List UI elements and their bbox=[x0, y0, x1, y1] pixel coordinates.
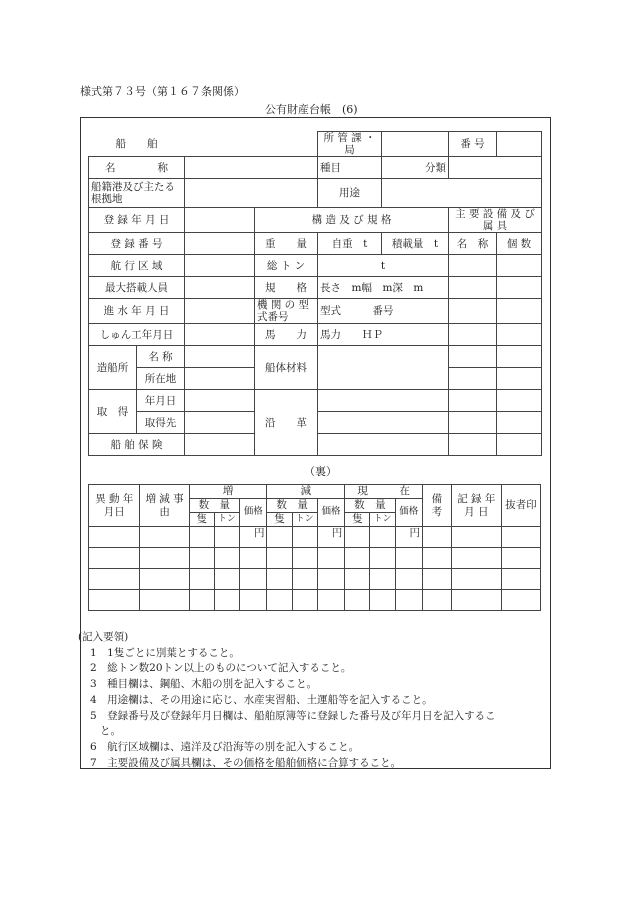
name-value[interactable] bbox=[185, 157, 318, 179]
equipment-cell[interactable] bbox=[497, 299, 542, 324]
kind-label: 種目 bbox=[318, 157, 382, 179]
structure-label: 構 造 及 び 規 格 bbox=[255, 208, 449, 233]
instructions bbox=[80, 630, 496, 771]
table-cell[interactable] bbox=[140, 527, 189, 548]
equipment-cell[interactable] bbox=[449, 255, 497, 277]
equipment-cell[interactable] bbox=[497, 277, 542, 299]
classification-label: 分類 bbox=[382, 157, 449, 179]
table-cell[interactable] bbox=[214, 527, 239, 548]
area-value[interactable] bbox=[185, 255, 255, 277]
history-value[interactable] bbox=[318, 412, 449, 434]
horsepower-value[interactable]: 馬力 ＨＰ bbox=[318, 324, 449, 346]
shipyard-address-label: 所在地 bbox=[137, 368, 185, 390]
table-row bbox=[89, 569, 541, 590]
reg-date-value[interactable] bbox=[185, 208, 255, 233]
dimensions-value[interactable]: 長さ m幅 m深 m bbox=[318, 277, 449, 299]
back-ledger-table bbox=[88, 484, 541, 611]
equipment-cell[interactable] bbox=[449, 299, 497, 324]
engine-label: 機 関 の 型式番号 bbox=[255, 299, 318, 324]
acquisition-from-value[interactable] bbox=[185, 412, 255, 434]
equipment-count-label: 個 数 bbox=[497, 233, 542, 255]
change-date-header: 異 動 年月日 bbox=[89, 485, 140, 527]
current-ships-header: 隻 bbox=[345, 513, 370, 527]
instruction-item: 7 主要設備及び属具欄は、その価格を船舶価格に合算すること。 bbox=[90, 756, 402, 769]
extractor-seal-header: 抜者印 bbox=[501, 485, 540, 527]
max-people-value[interactable] bbox=[185, 277, 255, 299]
current-quantity-header: 数 量 bbox=[345, 499, 395, 513]
spec-label: 規 格 bbox=[255, 277, 318, 299]
equipment-cell[interactable] bbox=[497, 324, 542, 346]
history-value[interactable] bbox=[318, 434, 449, 456]
equipment-cell[interactable] bbox=[497, 255, 542, 277]
insurance-label: 船 舶 保 険 bbox=[89, 434, 185, 456]
shipyard-address-value[interactable] bbox=[185, 368, 255, 390]
increase-price-header: 価格 bbox=[239, 499, 266, 527]
load-weight[interactable]: 積載量 t bbox=[382, 233, 449, 255]
table-row bbox=[89, 590, 541, 611]
classification-value[interactable] bbox=[449, 157, 542, 179]
gross-ton-label: 総 ト ン bbox=[255, 255, 318, 277]
table-cell[interactable] bbox=[501, 527, 540, 548]
completion-date-label: しゅん工年月日 bbox=[89, 324, 185, 346]
increase-tons-header: トン bbox=[214, 513, 239, 527]
instruction-item: 6 航行区域欄は、遠洋及び沿海等の別を記入すること。 bbox=[90, 740, 360, 753]
hull-material-value[interactable] bbox=[318, 346, 449, 390]
engine-type-value[interactable]: 型式 番号 bbox=[318, 299, 449, 324]
back-side-label: （裏） bbox=[304, 465, 337, 478]
equipment-cell[interactable] bbox=[449, 390, 497, 412]
form-number: 様式第７３号（第１６７条関係） bbox=[80, 85, 245, 98]
current-tons-header: トン bbox=[370, 513, 395, 527]
ledger-title: 公有財産台帳 (6) bbox=[265, 103, 358, 116]
decrease-header: 減 bbox=[267, 485, 345, 499]
current-price-yen[interactable]: 円 bbox=[395, 527, 422, 548]
table-cell[interactable] bbox=[189, 527, 214, 548]
increase-quantity-header: 数 量 bbox=[189, 499, 239, 513]
instruction-item: 1 1隻ごとに別葉とすること。 bbox=[90, 646, 240, 659]
table-cell[interactable] bbox=[423, 527, 452, 548]
purpose-label: 用途 bbox=[318, 179, 382, 208]
decrease-tons-header: トン bbox=[292, 513, 317, 527]
area-label: 航 行 区 域 bbox=[89, 255, 185, 277]
decrease-price-header: 価格 bbox=[317, 499, 344, 527]
acquisition-date-label: 年月日 bbox=[137, 390, 185, 412]
equipment-cell[interactable] bbox=[497, 412, 542, 434]
history-label: 沿 革 bbox=[255, 390, 318, 456]
current-price-header: 価格 bbox=[395, 499, 422, 527]
remarks-header: 備 考 bbox=[423, 485, 452, 527]
increase-header: 増 bbox=[189, 485, 267, 499]
equipment-cell[interactable] bbox=[497, 434, 542, 456]
equipment-cell[interactable] bbox=[449, 368, 497, 390]
increase-price-yen[interactable]: 円 bbox=[239, 527, 266, 548]
instruction-item: 3 種目欄は、鋼船、木船の別を記入すること。 bbox=[90, 678, 318, 691]
home-port-label: 船籍港及び主たる根拠地 bbox=[89, 179, 185, 208]
decrease-quantity-header: 数 量 bbox=[267, 499, 317, 513]
acquisition-label: 取 得 bbox=[89, 390, 137, 434]
dept-label: 所 管 課 ・ 局 bbox=[318, 132, 382, 157]
instructions-heading: (記入要領) bbox=[78, 631, 129, 643]
number-value[interactable] bbox=[497, 132, 542, 157]
launch-date-value[interactable] bbox=[185, 299, 255, 324]
acquisition-from-label: 取得先 bbox=[137, 412, 185, 434]
decrease-ships-header: 隻 bbox=[267, 513, 292, 527]
equipment-name-label: 名 称 bbox=[449, 233, 497, 255]
reg-number-label: 登 録 番 号 bbox=[89, 233, 185, 255]
purpose-value[interactable] bbox=[382, 179, 542, 208]
completion-date-value[interactable] bbox=[185, 324, 255, 346]
number-label: 番 号 bbox=[449, 132, 497, 157]
ship-label: 船 舶 bbox=[115, 137, 158, 150]
home-port-value[interactable] bbox=[185, 179, 318, 208]
reg-number-value[interactable] bbox=[185, 233, 255, 255]
table-cell[interactable] bbox=[292, 527, 317, 548]
instruction-item: 5 登録番号及び登録年月日欄は、船舶原簿等に登録した番号及び年月日を記入するこ bbox=[90, 709, 496, 722]
shipyard-label: 造船所 bbox=[89, 346, 137, 390]
equipment-cell[interactable] bbox=[497, 368, 542, 390]
equipment-cell[interactable] bbox=[449, 434, 497, 456]
hull-material-label: 船体材料 bbox=[255, 346, 318, 390]
instruction-item: 2 総トン数20トン以上のものについて記入すること。 bbox=[90, 662, 352, 675]
shipyard-name-value[interactable] bbox=[185, 346, 255, 368]
instruction-item: 4 用途欄は、その用途に応じ、水産実習船、土運船等を記入すること。 bbox=[90, 693, 433, 706]
launch-date-label: 進 水 年 月 日 bbox=[89, 299, 185, 324]
equipment-cell[interactable] bbox=[449, 324, 497, 346]
equipment-cell[interactable] bbox=[449, 346, 497, 368]
table-row bbox=[89, 548, 541, 569]
name-label: 名 称 bbox=[89, 157, 185, 179]
history-value[interactable] bbox=[318, 390, 449, 412]
own-weight[interactable]: 自重 t bbox=[318, 233, 382, 255]
horsepower-label: 馬 力 bbox=[255, 324, 318, 346]
decrease-price-yen[interactable]: 円 bbox=[317, 527, 344, 548]
change-reason-header: 増 減 事 由 bbox=[140, 485, 189, 527]
record-date-header: 記 録 年 月 日 bbox=[451, 485, 501, 527]
equipment-cell[interactable] bbox=[497, 346, 542, 368]
current-header: 現 在 bbox=[345, 485, 423, 499]
front-ledger-table bbox=[88, 131, 542, 456]
table-cell[interactable] bbox=[345, 527, 370, 548]
equipment-cell[interactable] bbox=[497, 390, 542, 412]
shipyard-name-label: 名 称 bbox=[137, 346, 185, 368]
table-cell[interactable] bbox=[451, 527, 501, 548]
reg-date-label: 登 録 年 月 日 bbox=[89, 208, 185, 233]
equipment-cell[interactable] bbox=[449, 277, 497, 299]
table-cell[interactable] bbox=[267, 527, 292, 548]
table-cell[interactable] bbox=[89, 527, 140, 548]
table-cell[interactable] bbox=[370, 527, 395, 548]
gross-ton-value[interactable]: t bbox=[318, 255, 449, 277]
instruction-item: と。 bbox=[100, 725, 121, 738]
increase-ships-header: 隻 bbox=[189, 513, 214, 527]
max-people-label: 最大搭載人員 bbox=[89, 277, 185, 299]
insurance-value[interactable] bbox=[185, 434, 255, 456]
equipment-cell[interactable] bbox=[449, 412, 497, 434]
main-equipment-label: 主 要 設 備 及 び 属 具 bbox=[449, 208, 542, 233]
dept-value[interactable] bbox=[382, 132, 449, 157]
weight-label: 重 量 bbox=[255, 233, 318, 255]
acquisition-date-value[interactable] bbox=[185, 390, 255, 412]
